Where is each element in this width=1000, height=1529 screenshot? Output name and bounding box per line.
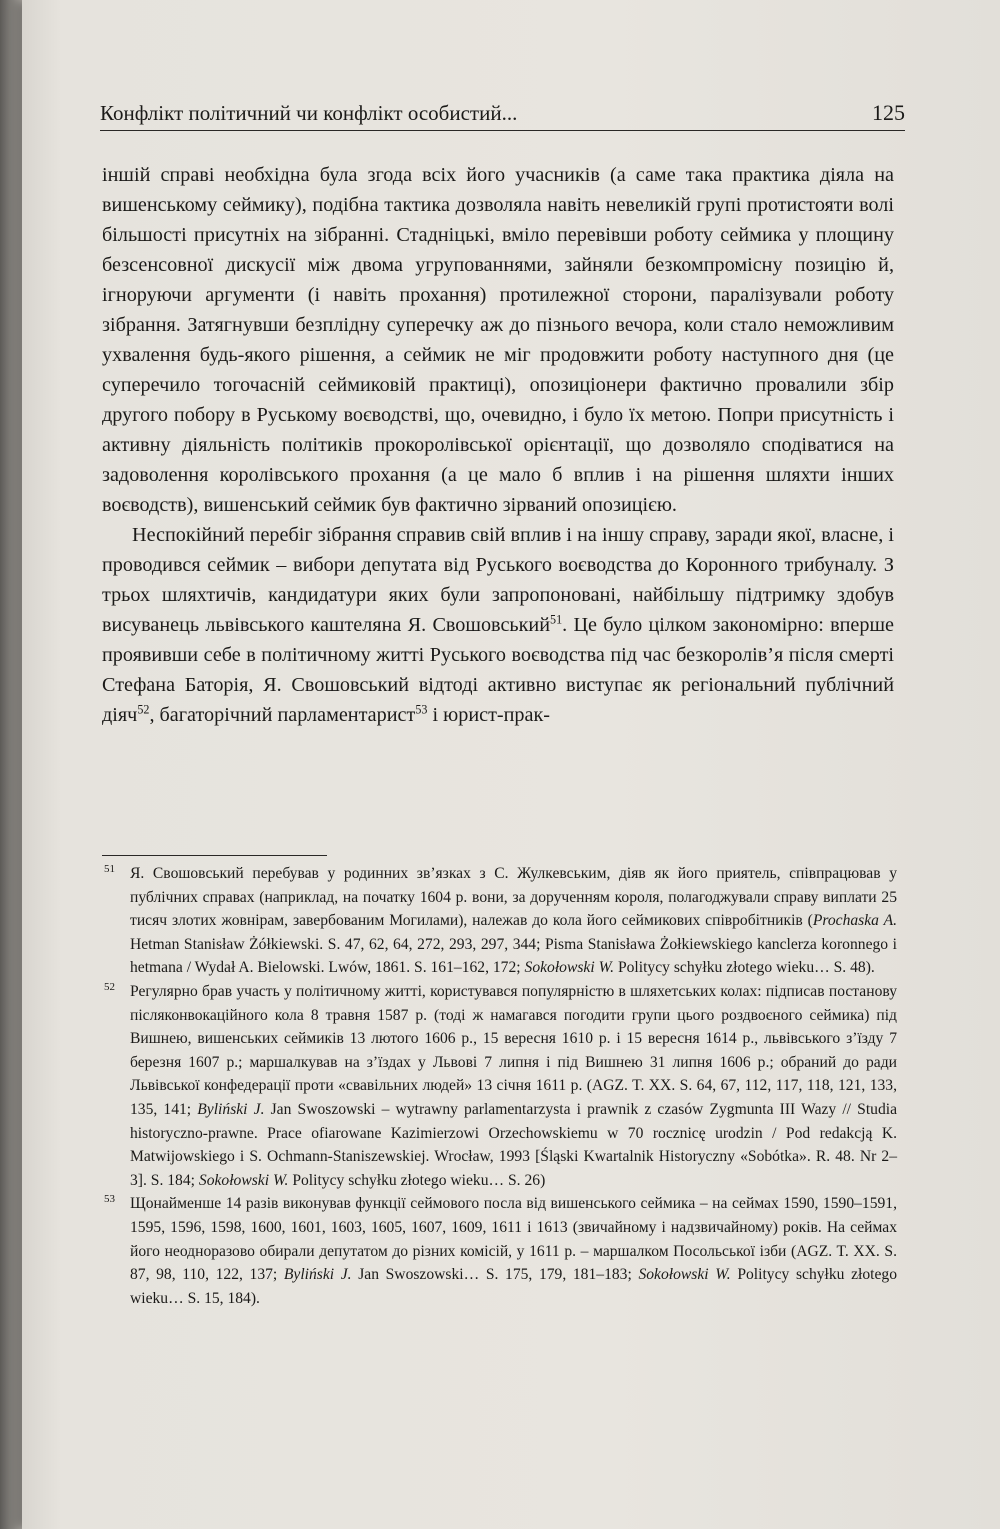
footnote-number: 51 [104, 863, 115, 875]
paragraph-2-part-b: . Це було цілком закономірно: вперше проявивши себе в політичному житті Руського воєводства під час безкоролів’я після смерті Стефана Баторія, Я. Свошовський відтоді активно виступає як регіональний публічний діяч [102, 614, 894, 726]
footnote-ref-52: 52 [137, 702, 150, 717]
footnote-author: Sokołowski W. [638, 1266, 731, 1284]
footnote-author: Sokołowski W. [524, 959, 615, 977]
footnote-51 [102, 862, 897, 980]
footnote-number: 53 [104, 1193, 115, 1206]
running-header [100, 94, 905, 131]
footnote-author: Sokołowski W. [198, 1171, 289, 1189]
paragraph-2-part-c: , багаторічний парламентарист [149, 704, 416, 726]
footnote-author: Byliński J. [197, 1100, 265, 1118]
footnote-52 [102, 980, 897, 1192]
footnote-text: Politycy schyłku złotego wieku… S. 15, 184). [130, 1266, 897, 1307]
footnote-text: Jan Swoszowski – wytrawny parlamentarzysta i prawnik z czasów Zygmunta III Wazy // Studia historyczno-prawne. Prace ofiarowane Kazimierzowi Orzechowskiemu w 70 rocznicę urodzin / Pod redakcją K. Matwijowskiego i S. Ochmann-Staniszewskiej. Wrocław, 1993 [Śląski Kwartalnik Historyczny «Sobótka». R. 48. Nr 2–3]. S. 184; [130, 1100, 897, 1189]
paragraph-2-part-a: Неспокійний перебіг зібрання справив свій вплив і на іншу справу, заради якої, власне, і проводився сеймик – вибори депутата від Руського воєводства до Коронного трибуналу. З трьох шляхтичів, кандидатури яких були запропоновані, найбільшу підтримку здобув висуванець львівського каштеляна Я. Свошовський [102, 524, 894, 636]
paragraph-2 [102, 520, 894, 730]
paragraph-1: іншій справі необхідна була згода всіх його учасників (а саме така практика діяла на вишенському сеймику), подібна тактика дозволяла навіть невеликій групі протистояти волі більшості присутніх на зібранні. Стадніцькі, вміло перевівши роботу сеймика у площину безсенсовної дискусії між двома угрупованнями, зайняли безкомпромісну позицію й, ігноруючи аргументи (і навіть прохання) протилежної сторони, паралізували роботу зібрання. Затягнувши безплідну суперечку аж до пізнього вечора, коли стало неможливим ухвалення будь-якого рішення, а сеймик не міг продовжити роботу наступного дня (це суперечило тогочасній сеймиковій практиці), опозиціонери фактично провалили збір другого побору в Руському воєводстві, що, очевидно, і було їх метою. Попри присутність і активну діяльність політиків прокоролівської орієнтації, що дозволяло сподіватися на задоволення королівського прохання (а це мало б вплив і на рішення шляхти інших воєводств), вишенський сеймик був фактично зірваний опозицією. [102, 164, 894, 516]
footnotes [102, 862, 897, 1310]
running-title: Конфлікт політичний чи конфлікт особистий... [100, 101, 518, 125]
footnote-author: Byliński J. [283, 1266, 352, 1284]
footnote-text: Politycy schyłku złotego wieku… S. 26) [288, 1171, 546, 1189]
footnote-text: Politycy schyłku złotego wieku… S. 48). [614, 959, 875, 977]
footnote-ref-53: 53 [415, 702, 428, 717]
footnote-text: Щонайменше 14 разів виконував функції сеймового посла від вишенського сеймика – на сеймах 1590, 1590–1591, 1595, 1596, 1598, 1600, 1601, 1603, 1605, 1607, 1609, 1611 і 1613 (звичайному і надзвичайному) років. На сеймах його неодноразово обирали депутатом до різних комісій, у 1611 р. – маршалком Посольської ізби (AGZ. T. XX. S. 87, 98, 110, 122, 137; [130, 1195, 897, 1284]
book-spine [0, 0, 22, 1529]
footnote-text: Jan Swoszowski… S. 175, 179, 181–183; [351, 1266, 639, 1284]
footnote-text: Я. Свошовський перебував у родинних зв’язках з С. Жулкевським, діяв як його приятель, співпрацював у публічних справах (наприклад, на початку 1604 р. вони, за дорученням короля, полагоджували справу виплати 25 тисяч злотих жовнірам, завербованим Могилами), належав до кола його сеймикових співробітників ( [130, 865, 897, 930]
page-number: 125 [872, 100, 905, 125]
footnote-text: Hetman Stanisław Żółkiewski. S. 47, 62, 64, 272, 293, 297, 344; Pisma Stanisława Żołkiewskiego kanclerza koronnego i hetmana / Wydał A. Bielowski. Lwów, 1861. S. 161–162, 172; [130, 935, 897, 977]
footnote-text: Регулярно брав участь у політичному житті, користувався популярністю в шляхетських колах: підписав постанову післяконвокаційного кола 8 травня 1587 р. (тоді ж намагався погодити групи цього роздвоєного сеймика) під Вишнею, вишенських сеймиків 13 лютого 1606 р., 15 вересня 1610 р. і 15 вересня 1614 р., львівського з’їзду 7 березня 1607 р.; маршалкував на з’їздах у Львові 7 липня і під Вишнею 31 липня 1606 р.; обраний до ради Львівської конфедерації проти «свавільних людей» 13 січня 1611 р. (AGZ. T. XX. S. 64, 67, 112, 117, 118, 121, 133, 135, 141; [130, 982, 897, 1118]
footnote-53 [102, 1192, 897, 1310]
main-text [102, 160, 894, 730]
footnote-number: 52 [104, 980, 115, 993]
footnote-ref-51: 51 [550, 612, 563, 627]
footnote-author: Prochaska A. [812, 912, 897, 930]
footnote-separator [102, 855, 327, 856]
paragraph-2-part-d: і юрист-прак- [427, 704, 551, 726]
